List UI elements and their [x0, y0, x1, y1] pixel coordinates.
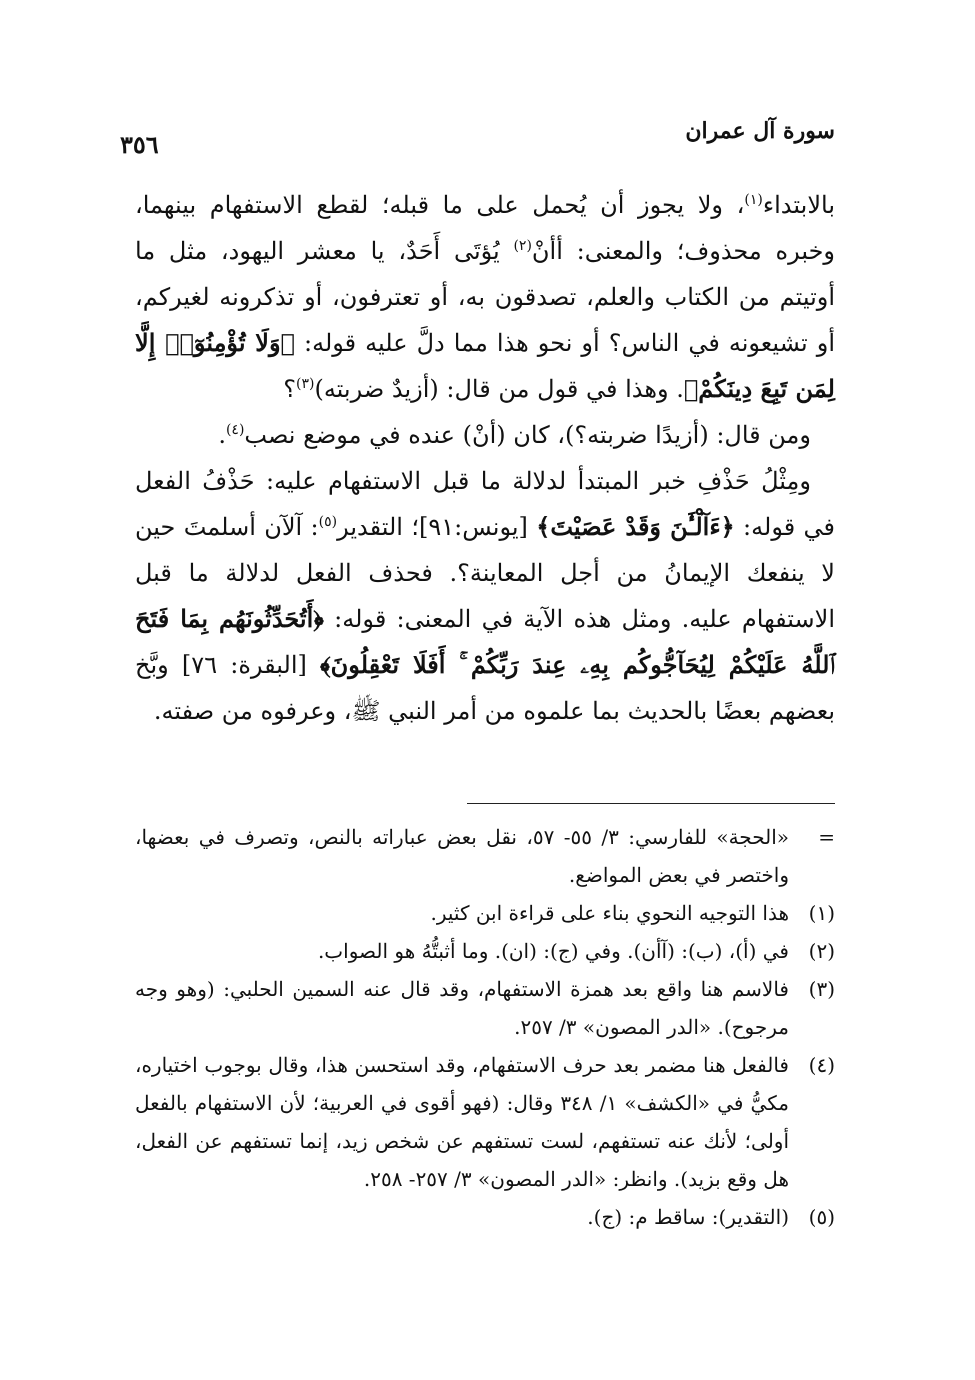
footnote-text: هذا التوجيه النحوي بناء على قراءة ابن كثير. — [430, 901, 789, 925]
quran-verse: ﴿أَتُحَدِّثُونَهُم بِمَا فَتَحَ ٱللَّهُ عَلَيْكُمْ لِيُحَآجُّوكُم بِهِۦ عِندَ رَبِّكُمْ ۚ أَفَلَا تَعْقِلُونَ﴾ — [135, 604, 835, 679]
surah-title: سورة آل عمران — [685, 118, 835, 144]
text-segment: بالابتداء — [762, 191, 835, 219]
footnote-number: (٤) — [808, 1053, 835, 1077]
footnote — [135, 932, 835, 970]
paragraph-2 — [135, 412, 835, 458]
footnote-ref: (٢) — [513, 238, 532, 254]
quran-verse: ﴿ءَآلْـَٰٔنَ وَقَدْ عَصَيْتَ﴾ — [536, 512, 735, 541]
paragraph-3 — [135, 458, 835, 734]
footnote-number: (٢) — [808, 939, 835, 963]
footnotes-section — [135, 818, 835, 1236]
footnote-ref: (٥) — [318, 514, 338, 530]
footnote — [135, 1198, 835, 1236]
page-number: ٣٥٦ — [120, 130, 159, 159]
footnote-text: فالفعل هنا مضمر بعد حرف الاستفهام، وقد استحسن هذا، وقال بوجوب اختياره، مكيُّ في «الكشف» ١/ ٣٤٨ وقال: (فهو أقوى في العربية؛ لأن الاستفهام بالفعل أولى؛ لأنك عنه تستفهم، لست تستفهم عن شخص زيد، إنما تستفهم عن الفعل، هل وقع بزيد). وانظر: «الدر المصون» ٣/ ٢٥٧- ٢٥٨. — [135, 1053, 789, 1191]
footnote-ref: (١) — [744, 192, 763, 208]
text-segment: [البقرة: ٧٦] وبَّخ بعضهم بعضًا بالحديث بما علموه من أمر النبي ﷺ، وعرفوه من صفته. — [135, 651, 835, 725]
footnote-ref: (٣) — [295, 376, 315, 392]
text-segment: ، ولا يجوز أن يُحمل على ما قبله؛ لقطع الاستفهام بينهما، وخبره محذوف؛ والمعنى: أأنْ — [135, 191, 835, 265]
page-header — [110, 112, 835, 162]
footnote-divider — [467, 803, 835, 804]
footnote-text: في (أ)، (ب): (آأن). وفي (ج): (ان). وما أثبتُّهُ هو الصواب. — [317, 939, 789, 963]
text-segment: ومن قال: (أزيدًا ضربته؟)، كان (أنْ) عنده في موضع نصب — [244, 421, 811, 449]
footnote-number: = — [818, 825, 835, 849]
footnote-text: فالاسم هنا واقع بعد همزة الاستفهام، وقد قال عنه السمين الحلبي: (وهو وجه مرجوح). «الدر المصون» ٣/ ٢٥٧. — [135, 977, 789, 1039]
quran-verse: ﴿وَلَا تُؤْمِنُوٓا۟ إِلَّا لِمَن تَبِعَ دِينَكُمْ﴾ — [135, 328, 835, 403]
text-segment: ؟ — [283, 375, 296, 403]
text-segment: : آلآن أسلمتَ حين لا ينفعك الإيمانُ من أجل المعاينة؟. فحذف الفعل لدلالة ما قبل الاستفهام عليه. ومثل هذه الآية في المعنى: قوله: — [135, 513, 835, 633]
text-segment: . وهذا في قول من قال: (أزيدٌ ضربته) — [314, 375, 684, 403]
paragraph-1 — [135, 182, 835, 412]
text-segment: يُؤتَى أَحَدٌ، يا معشر اليهود، مثل ما أوتيتم من الكتاب والعلم، تصدقون به، أو تعترفون، أو تذكرونه لغيركم، أو تشيعونه في الناس؟ أو نحو هذا مما دلَّ عليه قوله: — [135, 237, 835, 357]
footnote-number: (٥) — [808, 1205, 835, 1229]
footnote — [135, 894, 835, 932]
text-segment: . — [218, 421, 226, 449]
text-segment: ومِثْلُ حَذْفِ خبر المبتدأ لدلالة ما قبل الاستفهام عليه: حَذْفُ الفعل في قوله: — [135, 467, 836, 541]
footnote-number: (١) — [808, 901, 835, 925]
footnote — [135, 818, 835, 894]
footnote — [135, 1046, 835, 1198]
footnote-text: «الحجة» للفارسي: ٣/ ٥٥- ٥٧، نقل بعض عباراته بالنص، وتصرف في بعضها، واختصر في بعض المواضع. — [135, 825, 789, 887]
footnote — [135, 970, 835, 1046]
footnote-text: (التقدير): ساقط م: (ج). — [587, 1205, 789, 1229]
footnote-number: (٣) — [808, 977, 835, 1001]
footnote-ref: (٤) — [225, 422, 245, 438]
main-text — [135, 182, 835, 734]
text-segment: [يونس:٩١]؛ التقدير — [337, 513, 537, 541]
